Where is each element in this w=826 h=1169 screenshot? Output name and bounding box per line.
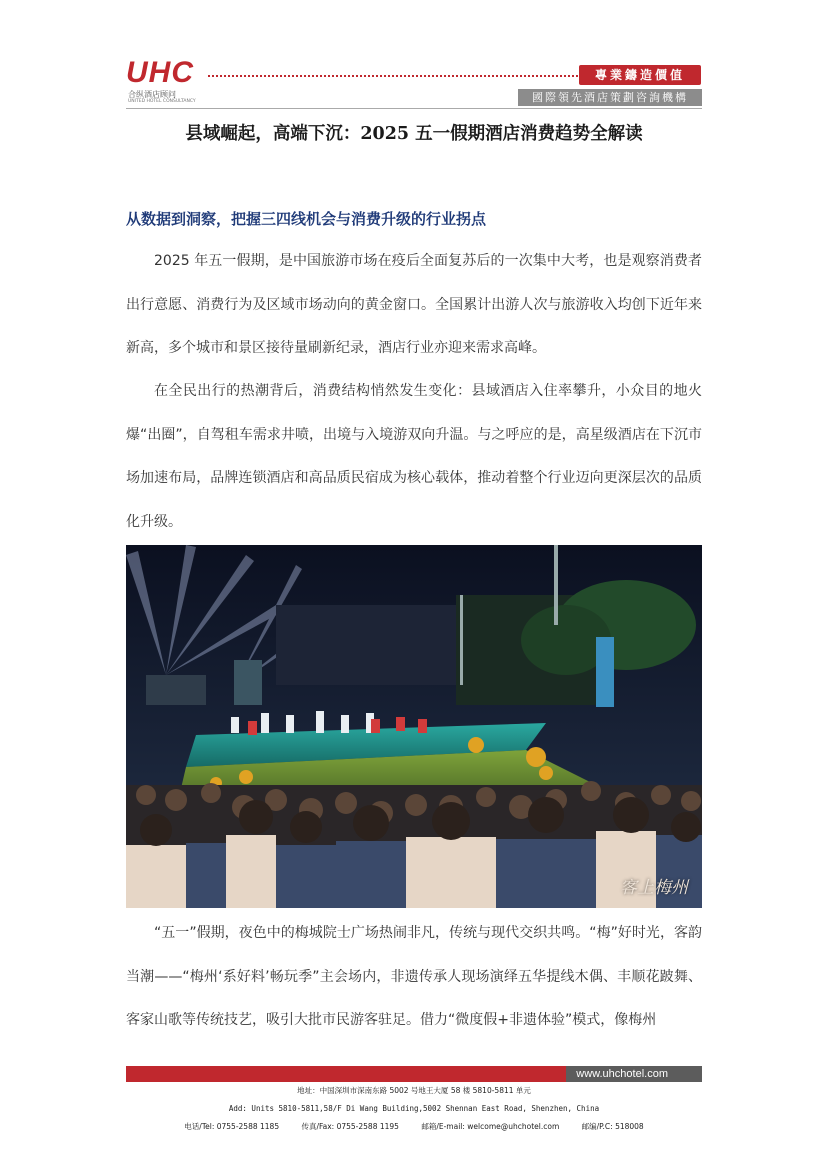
photo-watermark: 客上梅州	[620, 878, 688, 898]
footer-address-en: Add: Units 5810-5811,58/F Di Wang Building,5002 Shennan East Road, Shenzhen, China	[228, 1104, 600, 1113]
header-dotted-divider	[208, 75, 578, 77]
event-photo	[126, 545, 702, 908]
event-photo-illustration	[126, 545, 702, 908]
footer-email[interactable]: 邮箱/E-mail: welcome@uhchotel.com	[421, 1122, 560, 1131]
body-paragraph: “五一”假期，夜色中的梅城院士广场热闹非凡，传统与现代交织共鸣。“梅”好时光，客韵当潮——“梅州‘系好料’畅玩季”主会场内，非遗传承人现场演绎五华提线木偶、丰顺花跛舞、客家山歌等传统技艺，吸引大批市民游客驻足。借力“微度假+非遗体验”模式，像梅州	[126, 925, 702, 1028]
company-logo	[126, 57, 206, 107]
footer-contact-line	[126, 1121, 702, 1132]
footer-accent	[126, 1066, 566, 1082]
footer-bar	[126, 1066, 702, 1082]
footer-address-cn: 地址：中国深圳市深南东路 5002 号地王大厦 58 楼 5810-5811 单元	[297, 1086, 531, 1095]
header-rule	[126, 108, 702, 109]
footer-fax: 传真/Fax: 0755-2588 1195	[301, 1122, 399, 1131]
footer-postcode: 邮编/P.C: 518008	[581, 1122, 644, 1131]
logo-chinese-name: 合纵酒店顾问	[128, 90, 176, 99]
header-slogan-badge: 專業鑄造價值	[579, 65, 701, 85]
body-paragraph: 在全民出行的热潮背后，消费结构悄然发生变化：县域酒店入住率攀升，小众目的地火爆“出圈”，自驾租车需求井喷，出境与入境游双向升温。与之呼应的是，高星级酒店在下沉市场加速布局，品牌连锁酒店和高品质民宿成为核心载体，推动着整个行业迈向更深层次的品质化升级。	[126, 383, 702, 530]
document-title: 县域崛起，高端下沉：2025 五一假期酒店消费趋势全解读	[185, 124, 643, 144]
header-tagline-badge: 國際領先酒店策劃咨詢機構	[518, 89, 702, 106]
logo-english-name: UNITED HOTEL CONSULTANCY	[128, 99, 196, 104]
footer-website-link[interactable]: www.uhchotel.com	[576, 1068, 668, 1080]
body-paragraph: 2025 年五一假期，是中国旅游市场在疫后全面复苏后的一次集中大考，也是观察消费者出行意愿、消费行为及区域市场动向的黄金窗口。全国累计出游人次与旅游收入均创下近年来新高，多个城市和景区接待量刷新纪录，酒店行业亦迎来需求高峰。	[126, 253, 702, 356]
section-heading: 从数据到洞察，把握三四线机会与消费升级的行业拐点	[126, 210, 487, 228]
footer-tel: 电话/Tel: 0755-2588 1185	[184, 1122, 280, 1131]
logo-mark: UHC	[126, 56, 194, 89]
